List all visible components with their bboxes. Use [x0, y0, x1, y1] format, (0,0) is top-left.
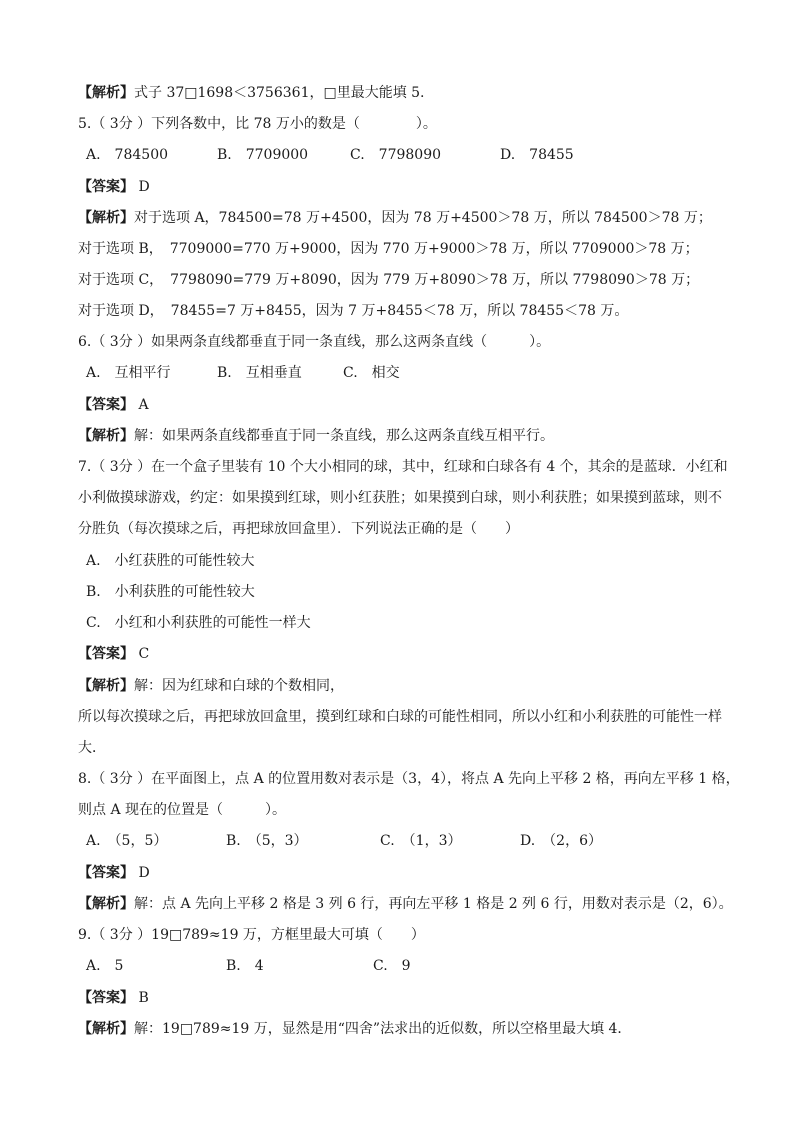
- q8-analysis-line: 【解析】解：点 A 先向上平移 2 格是 3 列 6 行，再向左平移 1 格是 2 列 6 行，用数对表示是（2，6）。: [78, 896, 733, 912]
- question-7-stem: 7.（ 3分 ）在一个盒子里装有 10 个大小相同的球，其中，红球和白球各有 4 个，其余的是蓝球．小红和: [78, 459, 728, 475]
- prev-analysis: 【解析】式子 37□1698＜3756361，□里最大能填 5.: [78, 85, 425, 101]
- q6-option-b: B. 互相垂直: [217, 365, 302, 381]
- question-5-stem: 5.（ 3分 ）下列各数中，比 78 万小的数是（ ）。: [78, 116, 437, 132]
- q5-analysis-line: 对于选项 D， 78455=7 万+8455，因为 7 万+8455＜78 万，所以 78455＜78 万。: [78, 303, 629, 319]
- q6-option-c: C. 相交: [343, 365, 400, 381]
- q8-option-b: B. （5，3）: [226, 833, 308, 849]
- q5-option-b: B. 7709000: [217, 147, 309, 163]
- question-6-stem: 6.（ 3分 ）如果两条直线都垂直于同一条直线，那么这两条直线（ ）。: [78, 334, 551, 350]
- q5-analysis-line: 对于选项 B， 7709000=770 万+9000，因为 770 万+9000＞78 万，所以 7709000＞78 万；: [78, 241, 699, 257]
- question-8-stem: 则点 A 现在的位置是（ ）。: [78, 802, 287, 818]
- q9-option-c: C. 9: [373, 958, 411, 974]
- q8-option-c: C. （1，3）: [380, 833, 462, 849]
- q7-analysis-line: 【解析】解：因为红球和白球的个数相同，: [78, 678, 344, 694]
- question-7-stem: 小利做摸球游戏，约定：如果摸到红球，则小红获胜；如果摸到白球，则小利获胜；如果摸到蓝球，则不: [78, 490, 722, 506]
- q9-analysis-line: 【解析】解：19□789≈19 万，显然是用“四舍”法求出的近似数，所以空格里最大填 4．: [78, 1021, 632, 1037]
- q5-option-c: C. 7798090: [350, 147, 442, 163]
- q7-option-b: B. 小利获胜的可能性较大: [86, 584, 255, 600]
- q9-option-b: B. 4: [226, 958, 264, 974]
- q9-option-a: A. 5: [86, 958, 124, 974]
- q6-answer: 【答案】 A: [78, 397, 149, 413]
- q5-answer: 【答案】 D: [78, 179, 150, 195]
- question-8-stem: 8.（ 3分 ）在平面图上，点 A 的位置用数对表示是（3，4），将点 A 先向上平移 2 格，再向左平移 1 格，: [78, 771, 740, 787]
- q8-option-d: D. （2，6）: [520, 833, 602, 849]
- q9-answer: 【答案】 B: [78, 990, 149, 1006]
- question-9-stem: 9.（ 3分 ）19□789≈19 万，方框里最大可填（ ）: [78, 927, 425, 943]
- q7-option-a: A. 小红获胜的可能性较大: [86, 553, 255, 569]
- q6-option-a: A. 互相平行: [86, 365, 171, 381]
- q5-analysis-line: 对于选项 C， 7798090=779 万+8090，因为 779 万+8090＞78 万，所以 7798090＞78 万；: [78, 272, 700, 288]
- q6-analysis-line: 【解析】解：如果两条直线都垂直于同一条直线，那么这两条直线互相平行。: [78, 428, 554, 444]
- q7-answer: 【答案】 C: [78, 646, 150, 662]
- q7-option-c: C. 小红和小利获胜的可能性一样大: [86, 615, 311, 631]
- question-7-stem: 分胜负（每次摸球之后，再把球放回盒里）．下列说法正确的是（ ）: [78, 521, 519, 537]
- q5-option-a: A. 784500: [86, 147, 169, 163]
- q5-option-d: D. 78455: [500, 147, 574, 163]
- q8-option-a: A. （5，5）: [86, 833, 168, 849]
- q8-answer: 【答案】 D: [78, 865, 150, 881]
- q7-analysis-line: 所以每次摸球之后，再把球放回盒里，摸到红球和白球的可能性相同，所以小红和小利获胜的可能性一样: [78, 709, 722, 725]
- q5-analysis-line: 【解析】对于选项 A，784500=78 万+4500，因为 78 万+4500＞78 万，所以 784500＞78 万；: [78, 210, 712, 226]
- q7-analysis-line: 大．: [78, 740, 106, 756]
